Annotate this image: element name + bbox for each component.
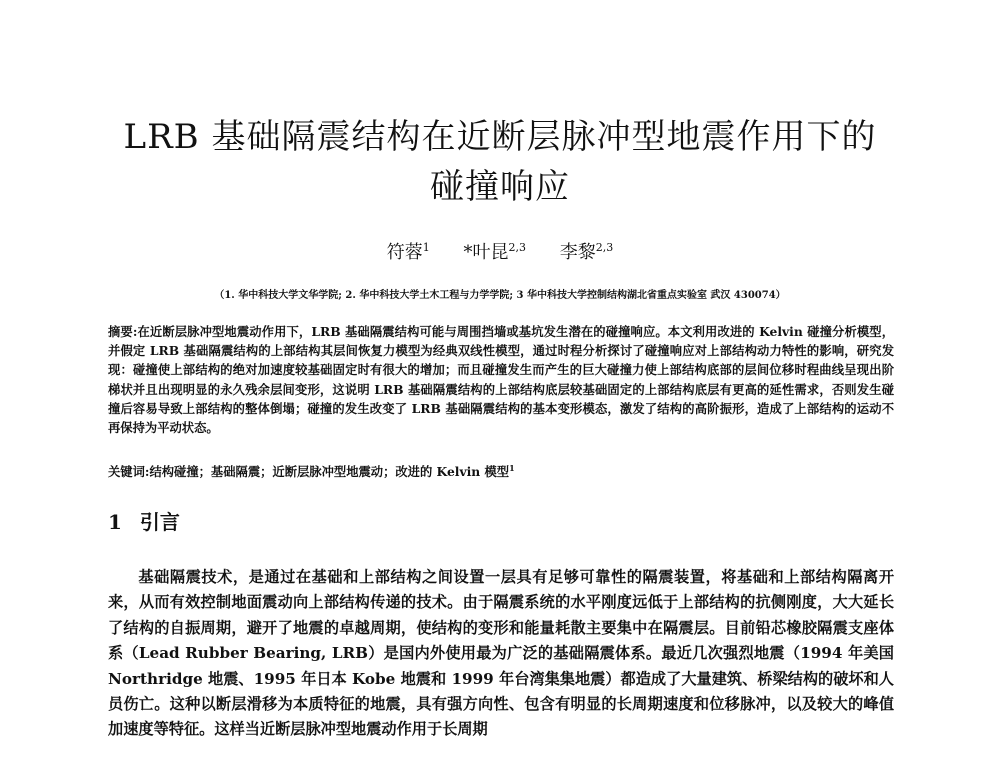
author-3-affil: 2,3 [595, 241, 614, 254]
author-1 [387, 242, 430, 263]
abstract-text: 在近断层脉冲型地震动作用下，LRB 基础隔震结构可能与周围挡墙或基坑发生潜在的碰撞响应。本文利用改进的 Kelvin 碰撞分析模型，并假定 LRB 基础隔震结构的上部结构其层间恢复力模型为经典双线性模型，通过时程分析探讨了碰撞响应对上部结构动力特性的影响，研究发现：碰撞使上部结构的绝对加速度较基础固定时有很大的增加；而且碰撞发生而产生的巨大碰撞力使上部结构底部的层间位移时程曲线呈现出阶梯状并且出现明显的永久残余层间变形，这说明 LRB 基础隔震结构的上部结构底层较基础固定的上部结构底层有更高的延性需求，否则发生碰撞后容易导致上部结构的整体倒塌；碰撞的发生改变了 LRB 基础隔震结构的基本变形模态，激发了结构的高阶振形，造成了上部结构的运动不再保持为平动状态。 [108, 324, 894, 436]
keywords-footnote-mark: 1 [509, 463, 515, 473]
author-list [0, 238, 1000, 264]
abstract [108, 322, 894, 437]
section-title: 引言 [139, 510, 180, 534]
author-3-name: 李黎 [559, 242, 596, 263]
author-2-name: *叶昆 [463, 242, 509, 263]
title-line-2: 碰撞响应 [430, 167, 570, 207]
section-number: 1 [108, 510, 122, 534]
keywords [108, 459, 894, 481]
title-line-1: LRB 基础隔震结构在近断层脉冲型地震作用下的 [123, 117, 877, 157]
author-1-name: 符蓉 [386, 242, 423, 263]
abstract-label: 摘要: [108, 324, 138, 339]
paper-title [0, 112, 1000, 212]
author-2 [464, 242, 527, 263]
section-heading [108, 506, 180, 535]
author-2-affil: 2,3 [508, 241, 526, 254]
keywords-label: 关键词: [108, 464, 150, 480]
body-paragraph: 基础隔震技术，是通过在基础和上部结构之间设置一层具有足够可靠性的隔震装置，将基础和上部结构隔离开来，从而有效控制地面震动向上部结构传递的技术。由于隔震系统的水平刚度远低于上部结构的抗侧刚度，大大延长了结构的自振周期，避开了地震的卓越周期，使结构的变形和能量耗散主要集中在隔震层。目前铅芯橡胶隔震支座体系（Lead Rubber Bearing, LRB）是国内外使用最为广泛的基础隔震体系。最近几次强烈地震（1994 年美国 Northridge 地震、1995 年日本 Kobe 地震和 1999 年台湾集集地震）都造成了大量建筑、桥梁结构的破坏和人员伤亡。这种以断层滑移为本质特征的地震，具有强方向性、包含有明显的长周期速度和位移脉冲，以及较大的峰值加速度等特征。这样当近断层脉冲型地震动作用于长周期 [108, 568, 894, 739]
author-1-affil: 1 [422, 241, 430, 254]
author-3 [560, 242, 614, 263]
keywords-text: 结构碰撞；基础隔震；近断层脉冲型地震动；改进的 Kelvin 模型 [149, 464, 510, 480]
affiliations: （1. 华中科技大学文华学院; 2. 华中科技大学土木工程与力学学院; 3 华中科技大学控制结构湖北省重点实验室 武汉 430074） [214, 290, 786, 301]
